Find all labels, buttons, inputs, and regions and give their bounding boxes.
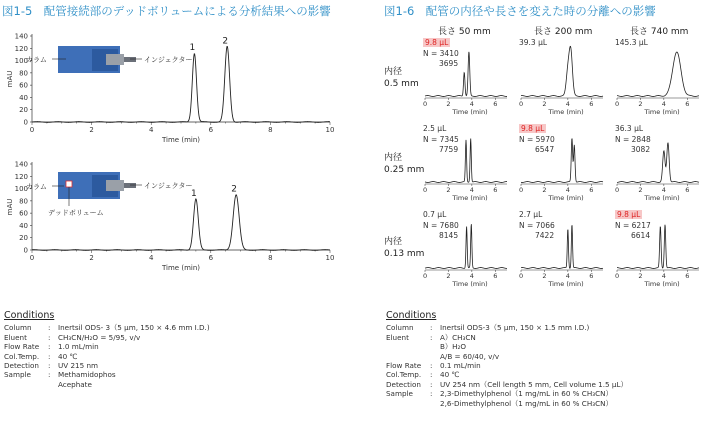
fig-1-5-title: 図1-5 配管接続部のデッドボリュームによる分析結果への影響 (2, 4, 331, 18)
y-tick-label: 40 (19, 93, 28, 102)
mini-chromatogram-svg (519, 38, 605, 124)
plate-count-peak2: 3695 (439, 58, 459, 68)
mini-x-tick-label: 6 (493, 272, 498, 280)
condition-row (386, 361, 628, 370)
condition-values (58, 352, 78, 361)
condition-separator: : (430, 379, 433, 389)
x-tick-label: 4 (148, 254, 154, 262)
mini-x-tick-label: 6 (589, 272, 594, 280)
plate-count-peak2: 6614 (631, 230, 651, 240)
y-tick-label: 80 (19, 69, 28, 78)
condition-label: Detection (4, 361, 39, 371)
tubing (124, 183, 136, 188)
mini-x-tick-label: 2 (542, 272, 547, 280)
condition-value: UV 215 nm (58, 361, 99, 371)
condition-separator: : (430, 389, 433, 399)
dead-volume-label: デッドボリューム (48, 209, 104, 217)
mini-x-axis-label: Time (min) (452, 108, 488, 116)
condition-value: Acephate (58, 379, 92, 389)
y-tick-label: 0 (23, 246, 28, 255)
mini-x-tick-label: 4 (565, 272, 570, 280)
injector-label: インジェクター (144, 56, 193, 64)
volume-label: 9.8 μL (521, 124, 545, 133)
y-tick-label: 60 (19, 209, 28, 218)
condition-values (440, 389, 613, 408)
mini-x-tick-label: 2 (542, 186, 547, 194)
condition-label: Sample (4, 370, 31, 380)
peak-label: 2 (222, 36, 229, 47)
mini-x-tick-label: 6 (685, 272, 690, 280)
condition-separator: : (48, 361, 51, 371)
mini-x-tick-label: 0 (518, 100, 524, 108)
x-tick-label: 10 (325, 254, 335, 262)
plate-count (423, 135, 459, 154)
condition-separator: : (48, 342, 51, 352)
chromatogram-axes (6, 33, 334, 145)
left-conditions (4, 311, 210, 389)
condition-value: 40 ℃ (440, 370, 460, 380)
mini-x-tick-label: 2 (446, 100, 451, 108)
plate-count-peak2: 8145 (439, 230, 459, 240)
condition-value: 2,6-Dimethylphenol（1 mg/mL in 60 % CH₃CN） (440, 398, 613, 408)
dead-volume-gap (66, 181, 72, 187)
condition-value: 1.0 mL/min (58, 342, 99, 352)
plate-count-peak1: N = 2848 (615, 135, 651, 144)
x-axis-label: Time (min) (161, 136, 201, 144)
plate-count (423, 49, 459, 68)
mini-x-axis-label: Time (min) (452, 280, 488, 288)
condition-row (386, 323, 628, 332)
chromatogram-1-svg (2, 30, 342, 150)
condition-values (440, 370, 460, 379)
plate-count-peak1: N = 7066 (519, 221, 555, 230)
plate-count (519, 221, 555, 240)
mini-x-tick-label: 0 (614, 100, 620, 108)
condition-row (4, 361, 210, 370)
condition-row (386, 370, 628, 379)
plate-count-peak1: N = 6217 (615, 221, 651, 230)
mini-x-tick-label: 0 (614, 186, 620, 194)
y-tick-label: 140 (14, 160, 28, 169)
row-header-label: 内径 (384, 237, 403, 247)
plate-count (615, 135, 651, 154)
mini-x-tick-label: 6 (589, 100, 594, 108)
condition-label: Eluent (4, 332, 27, 342)
condition-separator: : (48, 370, 51, 380)
y-tick-label: 100 (14, 57, 28, 66)
mini-x-tick-label: 0 (422, 100, 428, 108)
right-conditions-header: Conditions (386, 310, 437, 321)
mini-x-axis-label: Time (min) (548, 108, 584, 116)
left-conditions-header: Conditions (4, 310, 55, 321)
y-tick-label: 80 (19, 197, 28, 206)
x-tick-label: 2 (89, 126, 94, 134)
condition-value: B）H₂O (440, 342, 467, 352)
mini-x-tick-label: 2 (446, 186, 451, 194)
mini-x-tick-label: 6 (493, 100, 498, 108)
condition-value: 2,3-Dimethylphenol（1 mg/mL in 60 % CH₃CN） (440, 389, 613, 399)
mini-x-tick-label: 0 (518, 272, 524, 280)
peak-label: 1 (189, 43, 196, 54)
condition-label: Eluent (386, 332, 409, 342)
volume-label: 9.8 μL (617, 210, 641, 219)
condition-values (440, 380, 628, 389)
y-tick-label: 60 (19, 81, 28, 90)
peak-label: 1 (191, 189, 197, 200)
volume-label: 39.3 μL (519, 38, 548, 47)
mini-x-tick-label: 6 (685, 100, 690, 108)
condition-separator: : (48, 332, 51, 342)
condition-values (58, 333, 140, 342)
condition-row (4, 352, 210, 361)
volume-label: 145.3 μL (615, 38, 648, 47)
plate-count-peak1: N = 3410 (423, 49, 459, 58)
mini-x-tick-label: 0 (518, 186, 524, 194)
mini-x-tick-label: 4 (469, 272, 474, 280)
mini-trace (617, 52, 699, 96)
y-tick-label: 20 (19, 234, 28, 243)
chromatogram-trace (32, 195, 330, 250)
condition-values (58, 323, 210, 332)
fig-1-6-title: 図1-6 配管の内径や長さを変えた時の分離への影響 (384, 4, 656, 18)
condition-value: A）CH₃CN (440, 332, 476, 342)
right-conditions-rows (386, 323, 628, 408)
left-conditions-rows (4, 323, 210, 389)
injector-label: インジェクター (144, 182, 193, 190)
plate-count-peak1: N = 7680 (423, 221, 459, 230)
mini-trace (521, 46, 603, 96)
mini-x-tick-label: 6 (685, 186, 690, 194)
tubing (124, 57, 136, 62)
condition-label: Col.Temp. (386, 370, 422, 380)
mini-x-axis-label: Time (min) (644, 108, 680, 116)
row-header-0.5mm (384, 66, 419, 90)
x-axis-label: Time (min) (161, 264, 201, 272)
chromatogram-2-svg (2, 158, 342, 278)
plate-count (519, 135, 555, 154)
col-header-50mm: 長さ 50 mm (438, 27, 491, 37)
condition-row (4, 323, 210, 332)
x-tick-label: 0 (29, 126, 35, 134)
condition-row (386, 333, 628, 361)
condition-row (4, 370, 210, 389)
condition-value: 0.1 mL/min (440, 361, 481, 371)
mini-x-axis-label: Time (min) (644, 194, 680, 202)
col-header-740mm: 長さ 740 mm (630, 27, 689, 37)
condition-value: 40 ℃ (58, 351, 78, 361)
mini-x-tick-label: 4 (661, 186, 666, 194)
y-tick-label: 40 (19, 221, 28, 230)
condition-values (440, 323, 589, 332)
y-tick-label: 20 (19, 106, 28, 115)
condition-separator: : (430, 370, 433, 380)
volume-label: 36.3 μL (615, 124, 644, 133)
condition-values (58, 361, 98, 370)
mini-x-axis-label: Time (min) (548, 194, 584, 202)
mini-x-tick-label: 6 (589, 186, 594, 194)
mini-x-tick-label: 0 (614, 272, 620, 280)
mini-chromatogram-svg (615, 38, 701, 124)
condition-separator: : (48, 351, 51, 361)
condition-label: Detection (386, 379, 421, 389)
condition-label: Column (386, 323, 414, 333)
y-axis-label: mAU (6, 198, 14, 216)
row-header-0.13mm (384, 236, 424, 260)
condition-separator: : (48, 323, 51, 333)
row-header-label: 内径 (384, 153, 403, 163)
condition-label: Flow Rate (4, 342, 40, 352)
condition-value: UV 254 nm（Cell length 5 mm, Cell volume 1.5 μL） (440, 379, 628, 389)
right-conditions (386, 311, 628, 408)
x-tick-label: 2 (89, 254, 94, 262)
fitting-thread (106, 180, 124, 191)
condition-label: Flow Rate (386, 361, 422, 371)
mini-x-tick-label: 2 (638, 100, 643, 108)
chromatogram-2-diagram (26, 172, 193, 217)
row-header-value: 0.13 mm (384, 249, 425, 259)
volume-label: 2.5 μL (423, 124, 447, 133)
y-tick-label: 0 (23, 118, 28, 127)
plate-count (615, 221, 651, 240)
column-label: カラム (26, 56, 47, 64)
plate-count-peak1: N = 5970 (519, 135, 555, 144)
x-tick-label: 8 (268, 254, 273, 262)
condition-row (4, 342, 210, 351)
y-tick-label: 140 (14, 32, 28, 41)
mini-x-axis-label: Time (min) (452, 194, 488, 202)
condition-separator: : (430, 332, 433, 342)
row-header-0.25mm (384, 152, 424, 176)
condition-values (440, 333, 499, 361)
chromatogram-1-diagram (26, 46, 193, 73)
mini-x-tick-label: 4 (469, 100, 474, 108)
plate-count (423, 221, 459, 240)
volume-label: 2.7 μL (519, 210, 543, 219)
mini-x-tick-label: 4 (565, 100, 570, 108)
row-header-label: 内径 (384, 67, 403, 77)
y-tick-label: 100 (14, 185, 28, 194)
mini-x-axis-label: Time (min) (548, 280, 584, 288)
column-label: カラム (26, 183, 47, 191)
y-tick-label: 120 (14, 172, 28, 181)
condition-values (440, 361, 481, 370)
plate-count-peak1: N = 7345 (423, 135, 459, 144)
peak-label: 2 (231, 184, 237, 195)
x-tick-label: 10 (325, 126, 335, 134)
condition-value: Inertsil ODS- 3（5 μm, 150 × 4.6 mm I.D.) (58, 323, 210, 333)
condition-separator: : (430, 323, 433, 333)
x-tick-label: 0 (29, 254, 35, 262)
condition-row (386, 380, 628, 389)
condition-value: Methamidophos (58, 370, 116, 380)
condition-value: CH₃CN/H₂O = 5/95, v/v (58, 332, 141, 342)
mini-x-tick-label: 2 (542, 100, 547, 108)
plate-count-peak2: 3082 (631, 144, 651, 154)
mini-x-tick-label: 2 (638, 186, 643, 194)
chromatogram-2 (2, 158, 342, 278)
mini-x-tick-label: 4 (661, 100, 666, 108)
fitting-thread (106, 54, 124, 65)
volume-label: 0.7 μL (423, 210, 447, 219)
condition-row (4, 333, 210, 342)
x-tick-label: 8 (268, 126, 273, 134)
x-tick-label: 6 (208, 126, 214, 134)
row-header-value: 0.25 mm (384, 165, 425, 175)
condition-label: Col.Temp. (4, 351, 40, 361)
x-tick-label: 6 (208, 254, 214, 262)
mini-x-axis-label: Time (min) (644, 280, 680, 288)
condition-row (386, 389, 628, 408)
y-tick-label: 120 (14, 44, 28, 53)
plate-count-peak2: 6547 (535, 144, 555, 154)
mini-x-tick-label: 6 (493, 186, 498, 194)
condition-values (58, 342, 99, 351)
condition-label: Column (4, 323, 32, 333)
mini-x-tick-label: 0 (422, 186, 428, 194)
mini-x-tick-label: 4 (565, 186, 570, 194)
condition-values (58, 370, 116, 389)
condition-value: Inertsil ODS-3（5 μm, 150 × 1.5 mm I.D.) (440, 323, 590, 333)
plate-count-peak2: 7759 (439, 144, 459, 154)
condition-value: A/B = 60/40, v/v (440, 351, 500, 361)
mini-x-tick-label: 2 (638, 272, 643, 280)
col-header-200mm: 長さ 200 mm (534, 27, 593, 37)
volume-label: 9.8 μL (425, 38, 449, 47)
mini-x-tick-label: 0 (422, 272, 428, 280)
chromatogram-1 (2, 30, 342, 150)
plate-count-peak2: 7422 (535, 230, 555, 240)
condition-separator: : (430, 361, 433, 371)
y-axis-label: mAU (6, 70, 14, 88)
mini-x-tick-label: 2 (446, 272, 451, 280)
condition-label: Sample (386, 389, 413, 399)
row-header-value: 0.5 mm (384, 79, 419, 89)
mini-x-tick-label: 4 (469, 186, 474, 194)
mini-x-tick-label: 4 (661, 272, 666, 280)
x-tick-label: 4 (148, 126, 154, 134)
